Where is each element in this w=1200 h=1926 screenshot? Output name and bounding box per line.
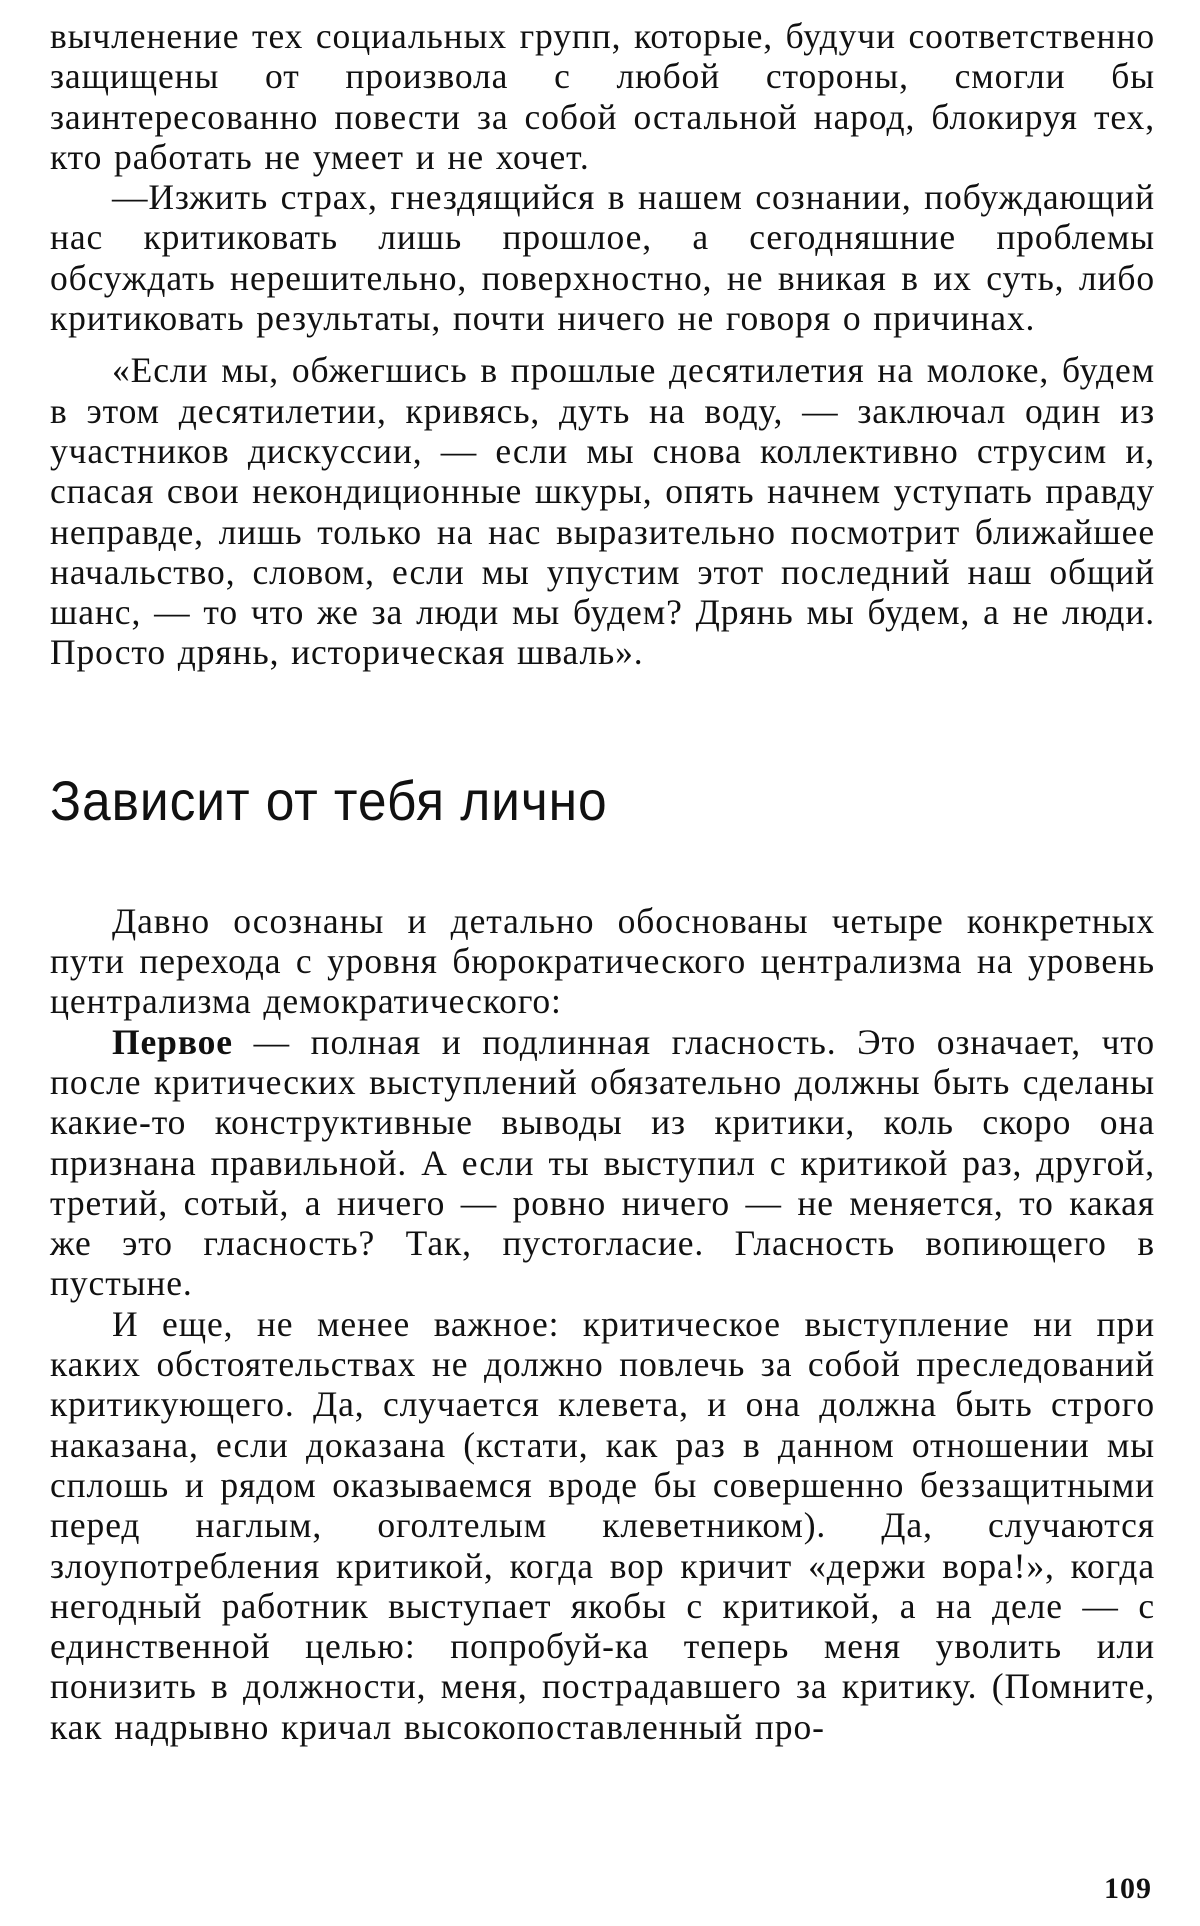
paragraph-intro: Давно осознаны и детально обоснованы четыре конкретных пути перехода с уровня бюрократического централизма на уровень централизма демократического: [50, 900, 1155, 1022]
paragraph-criticism: И еще, не менее важное: критическое выступление ни при каких обстоятельствах не должно повлечь за собой преследований критикующего. Да, случается клевета, и она должна быть строго наказана, если доказана (кстати, как раз в данном отношении мы сплошь и рядом оказываемся вроде бы совершенно беззащитными перед наглым, оголтелым клеветником). Да, случаются злоупотребления критикой, когда вор кричит «держи вора!», когда негодный работник выступает якобы с критикой, а на деле — с единственной целью: попробуй-ка теперь меня уволить или понизить в должности, меня, пострадавшего за критику. (Помните, как надрывно кричал высокопоставленный про- [50, 1303, 1155, 1747]
section-heading: Зависит от тебя лично [50, 768, 608, 832]
section-body [50, 901, 1155, 1747]
paragraph-fear: —Изжить страх, гнездящийся в нашем сознании, побуждающий нас критиковать лишь прошлое, а сегодняшние проблемы обсуждать нерешительно, поверхностно, не вникая в их суть, либо критиковать результаты, почти ничего не говоря о причинах. [50, 177, 1155, 339]
page-number: 109 [1104, 1872, 1152, 1905]
paragraph-first [50, 1022, 1155, 1304]
paragraph-first-text: — полная и подлинная гласность. Это означает, что после критических выступлений обязательно должны быть сделаны какие-то конструктивные выводы из критики, коль скоро она признана правильной. А если ты выступил с критикой раз, другой, третий, сотый, а ничего — ровно ничего — не меняется, то какая же это гласность? Так, пустогласие. Гласность вопиющего в пустыне. [50, 1021, 1155, 1304]
run-in-label: Первое [112, 1021, 233, 1062]
paragraph-continuation: вычленение тех социальных групп, которые, будучи соответственно защищены от произвола с любой стороны, смогли бы заинтересованно повести за собой остальной народ, блокируя тех, кто работать не умеет и не хочет. [50, 16, 1155, 177]
paragraph-quote: «Если мы, обжегшись в прошлые десятилетия на молоке, будем в этом десятилетии, кривясь, дуть на воду, — заключал один из участников дискуссии, — если мы снова коллективно струсим и, спасая свои некондиционные шкуры, опять начнем уступать правду неправде, лишь только на нас выразительно посмотрит ближайшее начальство, словом, если мы упустим этот последний наш общий шанс, — то что же за люди мы будем? Дрянь мы будем, а не люди. Просто дрянь, историческая шваль». [50, 350, 1155, 673]
book-page [50, 16, 1155, 1747]
